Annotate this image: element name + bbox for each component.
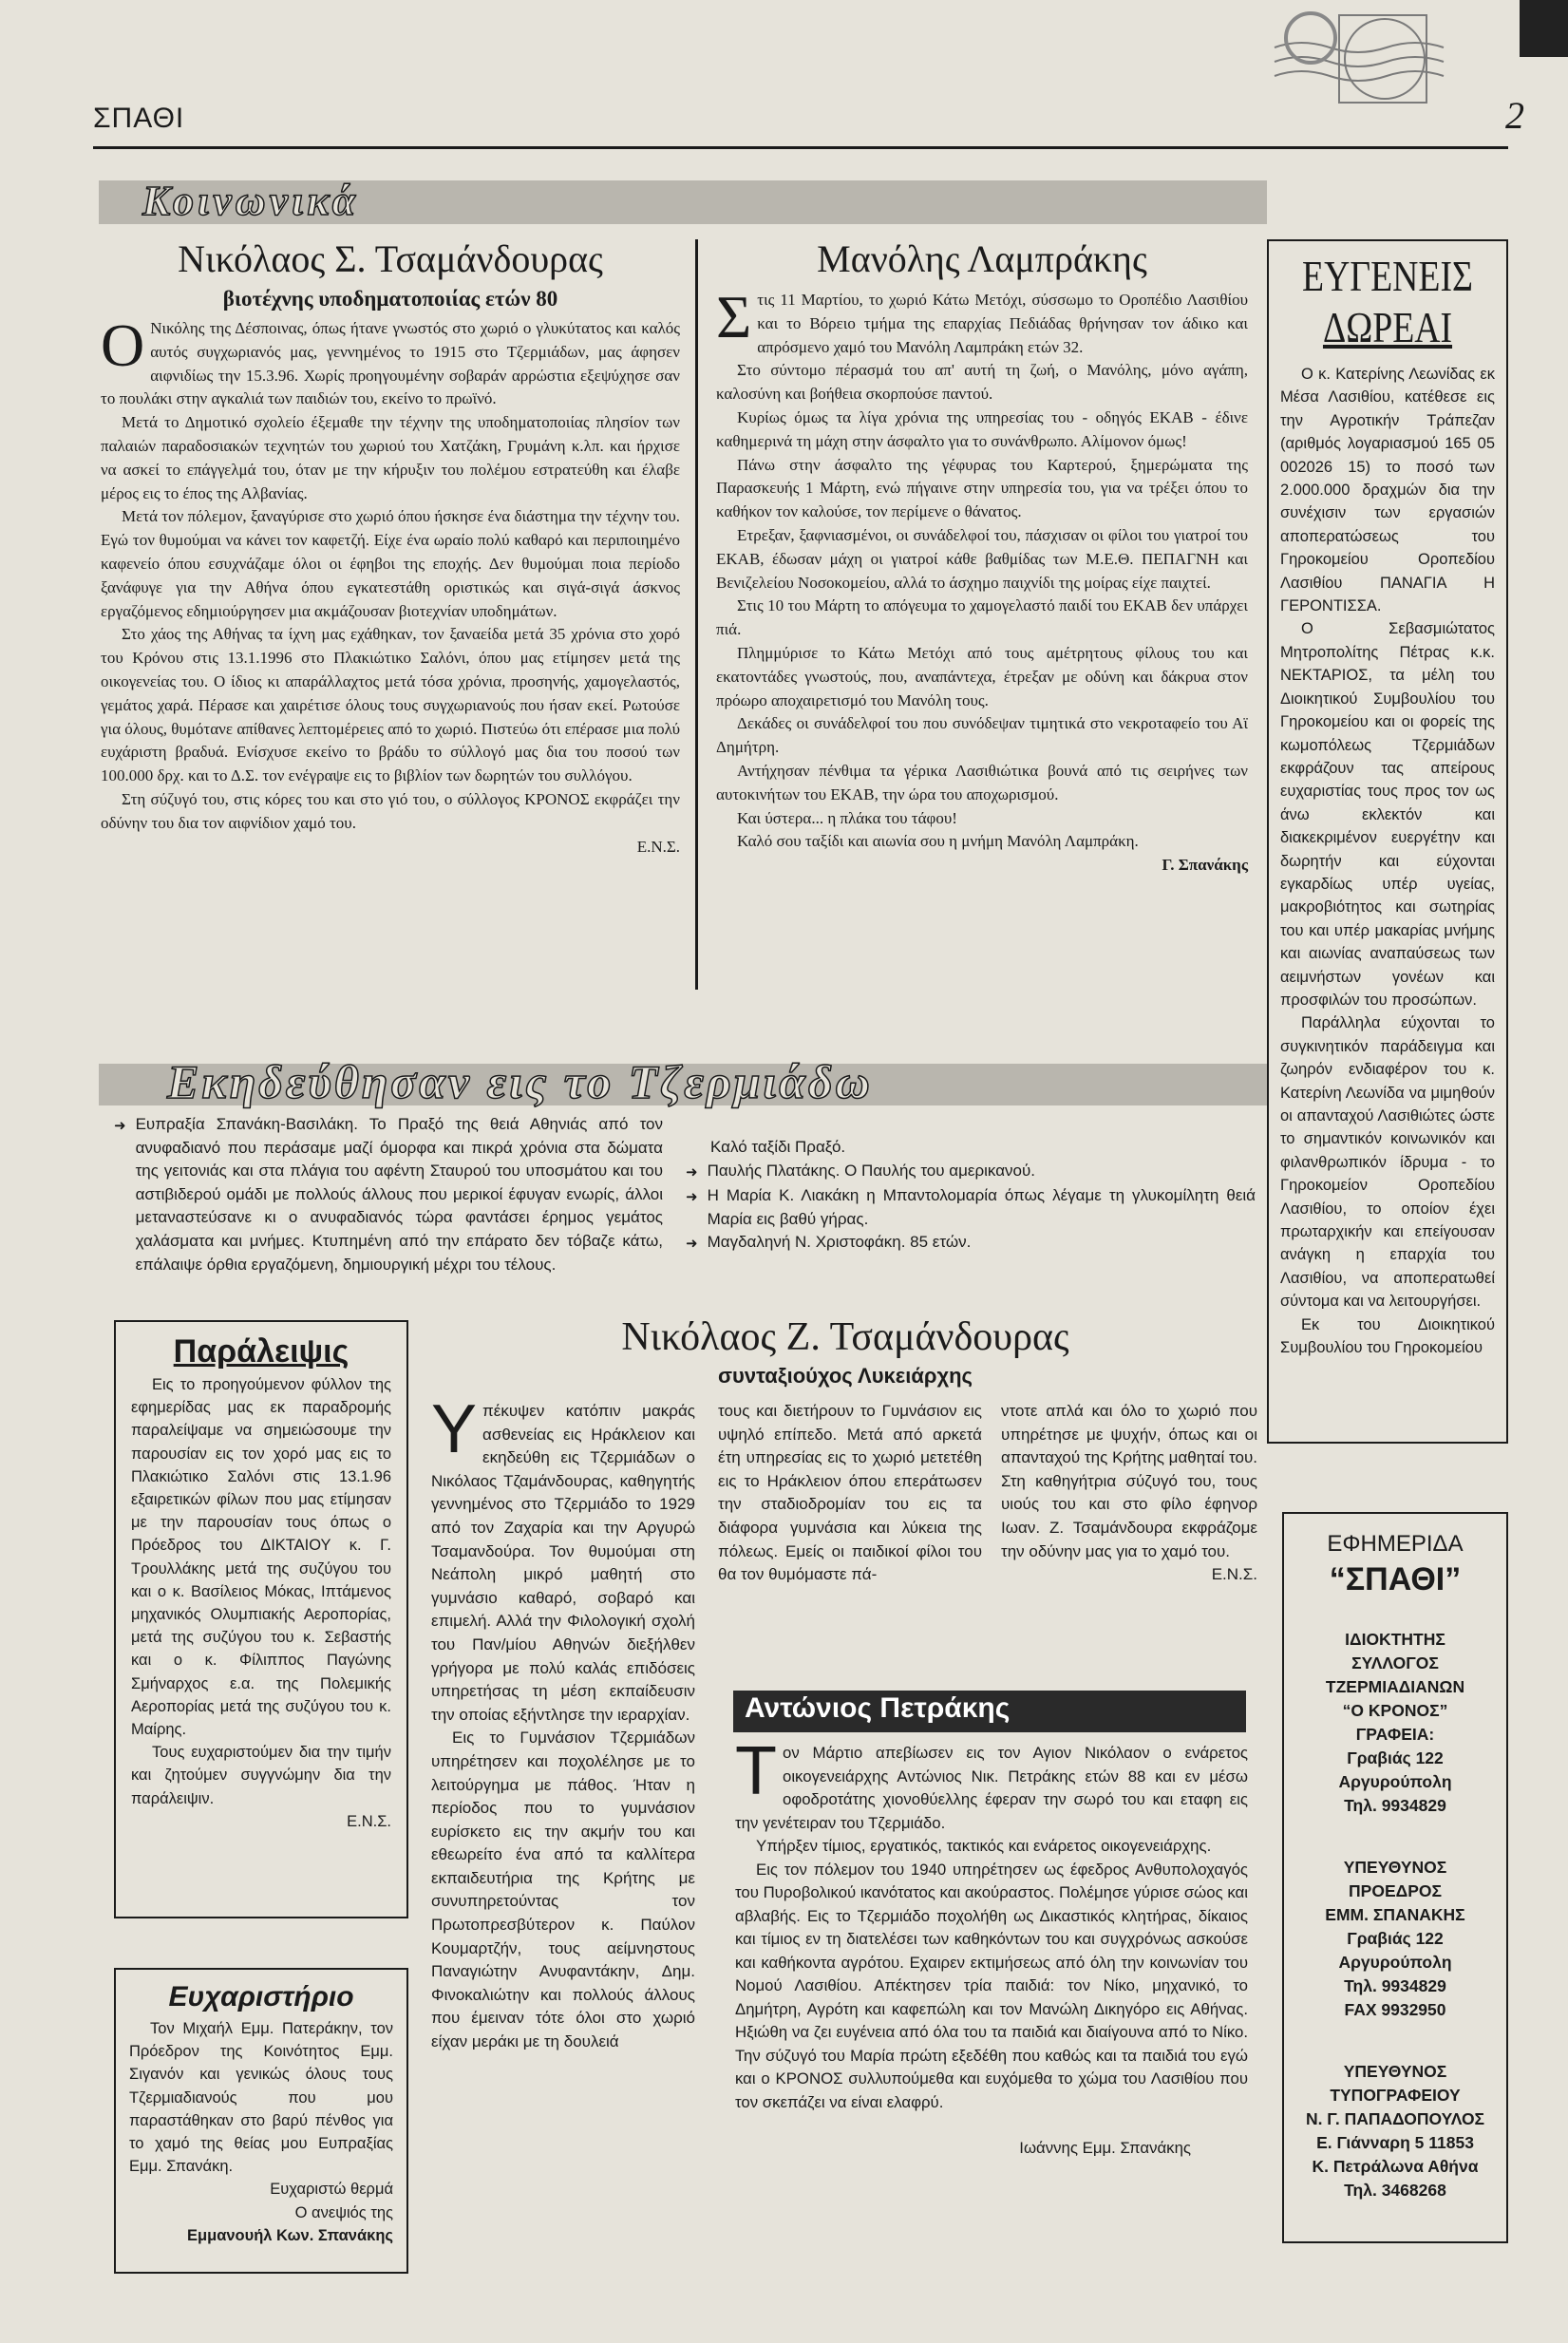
section-title-ekpaideuthisan: Εκηδεύθησαν εις το Τζερμιάδω <box>167 1055 873 1108</box>
paragraph: Πλημμύρισε το Κάτω Μετόχι από τους αμέτρητους φίλους του και εκατοντάδες γνωστούς, που, αναπάντεχα, έτρεξαν με οδύνη και δάκρυα στον πρόωρο αποχαιρετισμό του Μανόλη τους. <box>716 643 1248 709</box>
funeral-kalo-taxidi: Καλό ταξίδι Πραξό. <box>710 1138 846 1156</box>
article3-col2 <box>718 1400 982 1587</box>
masthead-line1: ΕΦΗΜΕΡΙΔΑ <box>1327 1531 1464 1557</box>
print-label: ΥΠΕΥΘΥΝΟΣ <box>1343 2062 1447 2081</box>
header-rule <box>93 146 1508 149</box>
article-lamprakis <box>716 237 1248 878</box>
resp-fax: FAX 9932950 <box>1344 2000 1446 2019</box>
offices-label: ΓΡΑΦΕΙΑ: <box>1355 1725 1435 1744</box>
funeral-item: Ευπραξία Σπανάκη-Βασιλάκη. Το Πραξό της θειά Αθηνιάς από τον ανυφαδιανό που περάσαμε μαζί όμορφα και πικρά χρόνια στα δώματα της γειτονιάς και στα πλάγια του αφέντη Σταυρού του υποσμάτου και του αστιβιδερού ομάδι με πολλούς άλλους που μερικοί έφυγαν ενωρίς, άλλοι μεταναστεύσανε κι ο ανυφαδιανός τώρα φαντάσει έρημος γεμάτος χαλάσματα και μνήμες. Κτυπημένη από την επάρατο δεν τόβαζε κάτω, επάλαιψε όρθια εργαζόμενη, δημιουργική μέχρι του τέλους. <box>135 1115 663 1274</box>
funerals-col-right <box>686 1113 1256 1257</box>
article-title: Αντώνιος Πετράκης <box>745 1692 1011 1724</box>
paragraph: Δεκάδες οι συνάδελφοί του που συνόδεψαν τιμητικά στο νεκροταφείο του Αϊ Δημήτρη. <box>716 714 1248 757</box>
arrow-icon: ➜ <box>114 1118 126 1134</box>
arrow-icon: ➜ <box>686 1236 698 1253</box>
funeral-item: Μαγδαληνή Ν. Χριστοφάκη. 85 ετών. <box>707 1233 972 1252</box>
paragraph: πέκυψεν κατόπιν μακράς ασθενείας εις Ηράκλειον και εκηδεύθη εις Τζερμιάδων ο Νικόλαος Τζαμάνδουρας, καθηγητής γεννημένος στο Τζερμιάδο το 1929 από τον Ζαχαρία και την Αργυρώ Τσαμανδούρα. Τον θυμούμαι στη Νεάπολη μικρό μαθητή στο γυμνάσιο καθαρό, σοβαρό και επιμελή. Αλλά την Φιλολογική σχολή του Παν/μίου Αθηνών διεξήλθεν γρήγορα με πολύ καλάς επιδόσεις υπηρετήσας τη μέση εκπαίδευσιν την οποίας εξήντλησε την ιεραρχίαν. <box>431 1402 695 1724</box>
paragraph: Πάνω στην άσφαλτο της γέφυρας του Καρτερού, ξημερώματα της Παρασκευής 1 Μάρτη, ενώ πήγαινε στην υπηρεσία του, για να τρέξει όπου το καθήκον τον καλούσε, τον περίμενε ο θάνατος. <box>716 455 1248 521</box>
print-name: Ν. Γ. ΠΑΠΑΔΟΠΟΥΛΟΣ <box>1305 2109 1485 2128</box>
paragraph: Τον Μιχαήλ Εμμ. Πατεράκην, τον Πρόεδρον της Κοινότητος Εμμ. Σιγανόν και γενικώς όλους τους Τζερμιαδιανούς που μου παραστάθηκαν στο βαρύ πένθος για το χαμό της θείας μου Ευπραξίας Εμμ. Σπανάκη. <box>129 2020 393 2176</box>
paragraph: Τους ευχαριστούμεν δια την τιμήν και ζητούμεν συγγνώμην δια την παράλειψιν. <box>131 1744 391 1807</box>
paragraph: ντοτε απλά και όλο το χωριό που υπηρέτησε με ψυχήν, όπως και οι απανταχού της Κρήτης μαθηταί του. Στη καθηγήτρια σύζυγό του, τους υιούς του και στο φίλο έφηνορ Ιωαν. Ζ. Τσαμάνδουρα εκφράζομε την οδύνην μας για το χαμό του. <box>1001 1402 1257 1560</box>
owner-label: ΙΔΙΟΚΤΗΤΗΣ <box>1345 1630 1445 1649</box>
resp-label: ΠΡΟΕΔΡΟΣ <box>1349 1881 1442 1900</box>
paragraph: Ετρεξαν, ξαφνιασμένοι, οι συνάδελφοί του, πάσχισαν οι φίλοι του γιατροί του ΕΚΑΒ, έδωσαν μάχη οι γιατροί κάθε βαθμίδας των Μ.Ε.Θ. ΠΕΠΑΓΝΗ και Βενιζελείου Νοσοκομείου, αλλά το άσχημο παιχνίδι της μοίρας είχε παιχτεί. <box>716 525 1248 592</box>
masthead-box <box>1282 1512 1508 2243</box>
paragraph: Αντήχησαν πένθιμα τα γέρικα Λασιθιώτικα βουνά από τις σειρήνες των αυτοκινήτων του ΕΚΑΒ, την ώρα του αποχωρισμού. <box>716 761 1248 803</box>
print-address: Ε. Γιάνναρη 5 11853 <box>1316 2133 1474 2152</box>
paragraph: Νικόλης της Δέσποινας, όπως ήτανε γνωστός στο χωριό ο γλυκύτατος και καλός αυτός συγχωριανός μας, γεννημένος το 1915 στο Τζερμιάδων, μας άφησεν αιφνιδίως την 15.3.96. Χωρίς προηγουμένην σοβαράν αρρώστια εξεψύχησε σαν το πουλάκι στην αγκαλιά των παιδιών του, εκείνο το πρωϊνό. <box>101 319 680 408</box>
drop-cap: Υ <box>431 1391 478 1467</box>
paraleipsis-box <box>114 1320 408 1918</box>
print-tel: Τηλ. 3468268 <box>1344 2181 1446 2200</box>
page-number: 2 <box>1505 94 1524 137</box>
owner-label: ΤΖΕΡΜΙΑΔΙΑΝΩΝ <box>1325 1677 1465 1696</box>
paragraph: τους και διετήρουν το Γυμνάσιον εις υψηλό επίπεδο. Μετά από αρκετά έτη υπηρεσίας εις το χωριό μετετέθη εις το Ηράκλειον όπου επεράτωσεν την σταδιοδρομίαν του εις τα διάφορα γυμνάσια και λύκεια της πόλεως. Εμείς οι παιδικοί φίλοι του θα τον θυμόμαστε πά- <box>718 1402 982 1584</box>
paragraph: τις 11 Μαρτίου, το χωριό Κάτω Μετόχι, σύσσωμο το Οροπέδιο Λασιθίου και το Βόρειο τμήμα της επαρχίας Πεδιάδας θρήνησαν τον άδικο και απρόσμενο χαμό του Μανόλη Λαμπράκη ετών 32. <box>757 291 1248 356</box>
article-title: Μανόλης Λαμπράκης <box>817 237 1147 280</box>
sign-line: Εμμανουήλ Κων. Σπανάκης <box>187 2226 393 2244</box>
sign-line: Ευχαριστώ θερμά <box>270 2181 393 2199</box>
owner-label: “Ο ΚΡΟΝΟΣ” <box>1342 1701 1448 1720</box>
resp-address: Αργυρούπολη <box>1338 1953 1452 1972</box>
resp-tel: Τηλ. 9934829 <box>1344 1976 1446 1995</box>
paragraph: Κυρίως όμως τα λίγα χρόνια της υπηρεσίας του - οδηγός ΕΚΑΒ - έδινε καθημερινά τη μάχη στην άσφαλτο για το συνάνθρωπο. Αλίμονον όμως! <box>716 407 1248 450</box>
paragraph: Υπήρξεν τίμιος, εργατικός, τακτικός και ενάρετος οικογενειάρχης. <box>756 1837 1212 1855</box>
print-label: ΤΥΠΟΓΡΑΦΕΙΟΥ <box>1330 2086 1461 2105</box>
paragraph: Μετά το Δημοτικό σχολείο έξεμαθε την τέχνην της υποδηματοποιίας πλησίον των παλαιών παραδοσιακών τεχνητών του χωριού του Χατζάκη, Γρυμάνη κ.λπ. και ήρχισε να ασκεί το επάγγελμά του, όταν με την κήρυξιν του πολέμου εστρατεύθη και έλαβε μέρος εις το έπος της Αλβανίας. <box>101 413 680 502</box>
offices-address: Αργυρούπολη <box>1338 1772 1452 1791</box>
paragraph: Και ύστερα... η πλάκα του τάφου! <box>737 808 957 827</box>
funeral-item: Η Μαρία Κ. Λιακάκη η Μπαντολομαρία όπως λέγαμε τη γλυκομίλητη θειά Μαρία εις βαθύ γήρας. <box>707 1186 1256 1228</box>
funerals-col-left <box>114 1113 663 1298</box>
paragraph: Εκ του Διοικητικού Συμβουλίου του Γηροκομείου <box>1280 1315 1495 1357</box>
resp-name: ΕΜΜ. ΣΠΑΝΑΚΗΣ <box>1325 1905 1465 1924</box>
paragraph: Στο σύντομο πέρασμά του απ' αυτή τη ζωή, ο Μανόλης, μόνο αγάπη, καλοσύνη και βοήθεια σκορπούσε παντού. <box>716 361 1248 404</box>
corner-mark <box>1520 0 1568 57</box>
paragraph: Στη σύζυγό του, στις κόρες του και στο γιό του, ο σύλλογος ΚΡΟΝΟΣ εκφράζει την οδύνην του δια τον αιφνίδιον χαμό του. <box>101 789 680 832</box>
article-subtitle: βιοτέχνης υποδηματοποιίας ετών 80 <box>222 287 558 311</box>
paragraph: Παράλληλα εύχονται το συγκινητικόν παράδειγμα και ζωηρόν ενδιαφέρον του κ. Κατερίνη Λεωνίδα να μιμηθούν οι απανταχού Λασιθιώτες ώστε το σημαντικόν κοινωνικόν και φιλανθρωπικόν ίδρυμα - το Γηροκομείον Οροπεδίου Λασιθίου, το οποίον έχει πρωταρχικήν και επείγουσαν ανάγκη η επαρχία του Λασιθίου, να αποπερατωθεί σύντομα και να λειτουργήσει. <box>1280 1014 1495 1311</box>
sign-line: Ο ανεψιός της <box>294 2203 393 2221</box>
paper-name: ΣΠΑΘΙ <box>93 103 185 134</box>
paragraph: Μετά τον πόλεμον, ξαναγύρισε στο χωριό όπου ήσκησε ένα διάστημα την τέχνην του. Εγώ τον θυμούμαι να κάνει τον καφετζή. Είχε ένα ωραίο πολύ καθαρό και περιποιημένο καφενείο όπου εσυχνάζαμε όλοι οι έφηβοι της εποχής. Δεν θυμούμαι ποια περίοδο ξανάφυγε για την Αθήνα όπου εγκατεστάθη οριστικώς και σιγά-σιγά άσκνος εργαζόμενος εδημιούργησεν μια ακμάζουσαν βιοτεχνίαν υποδημάτων. <box>101 507 680 620</box>
print-address: Κ. Πετράλωνα Αθήνα <box>1312 2157 1479 2176</box>
article3-col1 <box>431 1391 695 2054</box>
section-title-koinonika: Κοινωνικά <box>142 178 360 224</box>
article3-col3 <box>1001 1400 1257 1587</box>
paragraph: Στο χάος της Αθήνας τα ίχνη μας εχάθηκαν, τον ξαναείδα μετά 35 χρόνια στο χορό του Κρόνου στις 13.1.1996 στο Πλακιώτικο Σαλόνι, όπου μας ετίμησεν μετά της οικογενείας του. Ο ίδιος κι απαράλλαχτος μετά τόσα χρόνια, προσηνής, χαμογελαστός, γεμάτος χαρά. Πέρασε και χαιρέτισε όλους τους συγχωριανούς που ήσαν εκεί. Ρωτούσε για όλους, θυμότανε απίθανες λεπτομέρειες από το χωριό. Πιστεύω ότι επέρασε μια πολύ ευχάριστη βραδυά. Ενίσχυσε εκείνο το βράδυ το σύλλογό μας δια του ποσού των 100.000 δρχ. και το Δ.Σ. τον ενέγραψε εις το βιβλίον των δωρητών του συλλόγου. <box>101 625 680 785</box>
masthead-line2: “ΣΠΑΘΙ” <box>1329 1561 1462 1597</box>
article-title: Νικόλαος Ζ. Τσαμάνδουρας <box>621 1315 1069 1359</box>
dorees-box <box>1267 239 1508 1444</box>
paragraph: Καλό σου ταξίδι και αιωνία σου η μνήμη Μανόλη Λαμπράκη. <box>737 832 1139 851</box>
paragraph: Ο κ. Κατερίνης Λεωνίδας εκ Μέσα Λασιθίου, κατέθεσε εις την Αγροτικήν Τράπεζαν (αριθμός λογαριασμού 165 05 002026 15) το ποσό των 2.000.000 δραχμών δια την συνέχισιν των εργασιών αποπερατώσεως του Γηροκομείου Οροπεδίου Λασιθίου ΠΑΝΑΓΙΑ Η ΓΕΡΟΝΤΙΣΣΑ. <box>1280 366 1495 615</box>
paragraph: Εις τον πόλεμον του 1940 υπηρέτησεν ως έφεδρος Ανθυπολοχαγός του Πυροβολικού ικανότατος και ακούραστος. Πολέμησε γύρισε σώος και αβλαβής. Εις το Τζερμιάδο ποχολήθη ως Δικαστικός κλητήρας, δίκαιος και τίμιος εν τη διατελέσει των καθηκόντων του και συγχρόνως ασκούσε και καθήκοντα αγρότου. Εχαιρεν εκτιμήσεως από όλη την κοινωνίαν του Νομού Λασιθίου. Απέκτησεν τρία παιδιά: τον Νίκο, μηχανικό, το Δημήτρη, Αγρότη και καφεπώλη και τον Μανώλη Δικηγόρο εις Αθήνας. Ηξιώθη να ζει ευγένεια από όλα του τα παιδιά και διαίγουνα από το Νίκο. Την σύζυγό του Μαρία πρώτη εξεδέθη που καθώς και τα παιδιά του εγώ και ο ΚΡΟΝΟΣ συλλυπούμεθα και ευχόμεθα το χώμα του Λασιθίου που τον σκεπάζει να είναι ελαφρύ. <box>735 1860 1248 2111</box>
signature: Ε.Ν.Σ. <box>636 837 680 856</box>
arrow-icon: ➜ <box>686 1163 698 1181</box>
eucharistirio-box <box>114 1968 408 2274</box>
paragraph: Στις 10 του Μάρτη το απόγευμα το χαμογελαστό παιδί του ΕΚΑΒ δεν υπάρχει πιά. <box>716 596 1248 639</box>
article-subtitle: συνταξιούχος Λυκειάρχης <box>718 1364 973 1388</box>
offices-tel: Τηλ. 9934829 <box>1344 1796 1446 1815</box>
owner-label: ΣΥΛΛΟΓΟΣ <box>1351 1653 1439 1672</box>
paragraph: Εις το Γυμνάσιον Τζερμιάδων υπηρέτησεν και ποχολέλησε με το λειτούργημα με πάθος. Ήταν η περίοδος που το γυμνάσιον ευρίσκετο εις την ακμήν του και εθεωρείτο ένα από τα καλλίτερα εκπαιδευτήρια της Κρήτης με συνυπηρετούντας τον Πρωτοπρεσβύτερον κ. Παύλον Κουμαρτζήν, τους αείμνηστους Παναγιώτην Ανυφαντάκην, Δημ. Φινοκαλιώτην και πολλούς άλλους που έμειναν τότε όλοι στο χωριό είχαν μεράκι με τη δουλειά <box>431 1729 695 2051</box>
box-title: Ευχαριστήριο <box>168 1981 354 2012</box>
signature: Ιωάννης Εμμ. Σπανάκης <box>1019 2139 1191 2157</box>
dorees-title-1: ΕΥΓΕΝΕΙΣ <box>1302 252 1473 300</box>
paragraph: Εις το προηγούμενον φύλλον της εφημερίδας μας εκ παραδρομής παραλείψαμε να σημειώσουμε την παρουσίαν εις τον χορό μας εις το Πλακιώτικο Σαλόνι στις 13.1.96 εξαιρετικών φίλων που μας ετίμησαν με την παρουσίαν τους όπως ο Πρόεδρος του ΔΙΚΤΑΙΟΥ κ. Γ. Τρουλλάκης μετά της συζύγου του και ο κ. Βασίλειος Μόκας, Ιπτάμενος μηχανικός Ολυμπιακής Αεροπορίας, μετά της συζύγου του κ. Σεβαστής και ο κ. Φίλιππος Παγώνης Σμήναρχος ε.α. της Πολεμικής Αεροπορίας μετά της συζύγου του κ. Μαίρης. <box>131 1376 391 1739</box>
paragraph: ον Μάρτιο απεβίωσεν εις τον Αγιον Νικόλαον ο ενάρετος οικογενειάρχης Αντώνιος Νικ. Πετράκης ετών 88 και εν μέσω οφοδροτάτης χιονοθύελλης έφεραν την σωρό του και εταφη εις την γενέτειραν του Τζερμιάδο. <box>735 1744 1248 1832</box>
drop-cap: Τ <box>735 1733 777 1809</box>
signature: Ε.Ν.Σ. <box>1211 1565 1257 1584</box>
article-title: Νικόλαος Σ. Τσαμάνδουρας <box>178 237 603 280</box>
article-tsamandouras-s <box>101 237 680 859</box>
drop-cap: Σ <box>716 283 752 350</box>
signature: Γ. Σπανάκης <box>1162 856 1248 875</box>
arrow-icon: ➜ <box>686 1189 698 1206</box>
box-title: Παράλειψις <box>173 1333 349 1370</box>
resp-label: ΥΠΕΥΘΥΝΟΣ <box>1343 1858 1447 1877</box>
offices-address: Γραβιάς 122 <box>1347 1748 1444 1767</box>
paragraph: Ο Σεβασμιώτατος Μητροπολίτης Πέτρας κ.κ. ΝΕΚΤΑΡΙΟΣ, τα μέλη του Διοικητικού Συμβουλίου του Γηροκομείου και οι φορείς της κωμοπόλεως Τζερμιάδων εκφράζουν τας απείρους ευχαριστίας τους προς τον ως άνω εκλεκτόν και διακεκριμένον ευεργέτην και δωρητήν και εύχονται εγκαρδίως υπέρ υγείας, μακροβιότητος και σωτηρίας του και υπέρ μακαρίας μνήμης και αιωνίας αναπαύσεως των αειμνήστων γονέων και προσφιλών του προσώπων. <box>1280 620 1495 1009</box>
drop-cap: Ο <box>101 312 145 379</box>
column-divider <box>695 239 698 990</box>
resp-address: Γραβιάς 122 <box>1347 1929 1444 1948</box>
dorees-title-2: ΔΩΡΕΑΙ <box>1322 303 1453 351</box>
article4-body <box>735 1733 1248 2161</box>
postage-stamp-icon <box>1273 9 1463 114</box>
funeral-item: Παυλής Πλατάκης. Ο Παυλής του αμερικανού. <box>707 1161 1036 1180</box>
signature: Ε.Ν.Σ. <box>347 1812 391 1830</box>
